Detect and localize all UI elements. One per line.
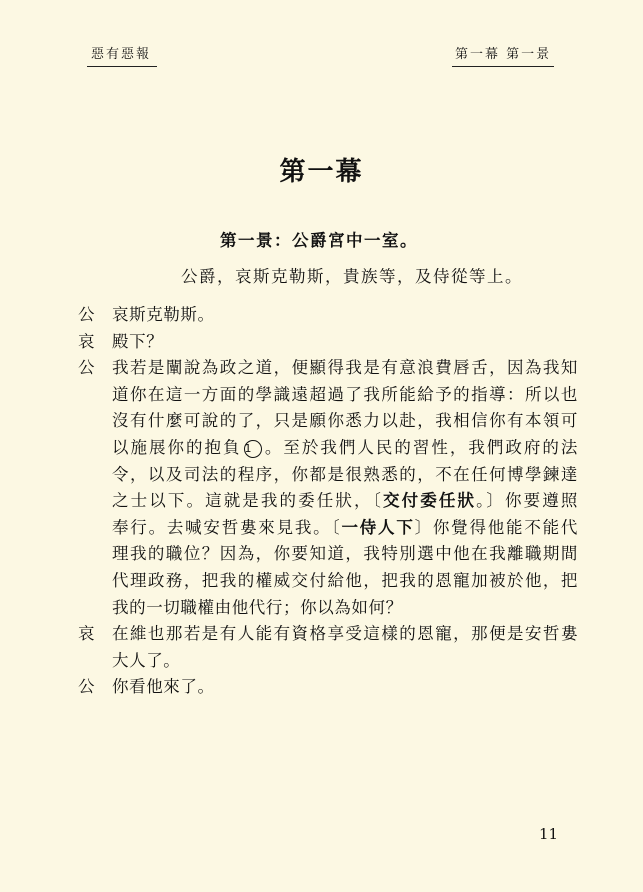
stage-direction: 一侍人下 bbox=[341, 517, 415, 537]
speech-line: 代理政務，把我的權威交付給他，把我的恩寵加被於他，把 bbox=[112, 570, 578, 590]
speech-text bbox=[112, 355, 578, 621]
speech-line: 在維也那若是有人能有資格享受這樣的恩寵，那便是安哲婁 bbox=[112, 624, 578, 644]
speaker: 哀 bbox=[78, 624, 95, 644]
speaker: 公 bbox=[78, 677, 95, 697]
speech-text bbox=[112, 621, 578, 674]
speech-fragment: 〕你覺得他能不能代 bbox=[414, 517, 578, 537]
speech-line: 令，以及司法的程序，你都是很熟悉的，不在任何博學鍊達 bbox=[112, 464, 578, 484]
page-number: 11 bbox=[539, 825, 559, 843]
speech-line bbox=[112, 488, 578, 515]
speech-line: 哀斯克勒斯。 bbox=[112, 305, 215, 324]
speech-line: 你看他來了。 bbox=[112, 677, 215, 697]
speech bbox=[78, 302, 578, 329]
speech-line: 我的一切職權由他代行；你以為如何？ bbox=[112, 597, 403, 617]
running-head-right: 第一幕 第一景 bbox=[455, 47, 552, 62]
running-head-right-rule bbox=[452, 66, 554, 67]
speech-fragment: 以施展你的抱負 bbox=[112, 437, 242, 457]
running-head-left: 惡有惡報 bbox=[91, 47, 152, 62]
speech bbox=[78, 621, 578, 674]
speech-line: 大人了。 bbox=[112, 650, 181, 670]
speech-fragment: 。至於我們人民的習性，我們政府的法 bbox=[263, 437, 578, 457]
speech-text bbox=[112, 329, 578, 356]
speech-fragment: 奉行。去喊安哲婁來見我。〔 bbox=[112, 517, 342, 537]
speech-line: 道你在這一方面的學識遠超過了我所能給予的指導：所以也 bbox=[112, 384, 578, 404]
speech-fragment: 之士以下。這就是我的委任狀，〔 bbox=[112, 491, 383, 511]
speech bbox=[78, 329, 578, 356]
speech-line: 理我的職位？因為，你要知道，我特別選中他在我離職期間 bbox=[112, 544, 578, 564]
speech bbox=[78, 355, 578, 621]
act-title: 第一幕 bbox=[279, 157, 364, 187]
speech-line bbox=[112, 435, 578, 462]
speech-line: 殿下？ bbox=[112, 331, 164, 351]
speaker: 哀 bbox=[78, 331, 95, 351]
running-head-left-rule bbox=[87, 66, 157, 67]
speech-line: 我若是闡說為政之道，便顯得我是有意浪費唇舌，因為我知 bbox=[112, 358, 578, 378]
dialogue bbox=[78, 302, 578, 701]
speaker: 公 bbox=[78, 358, 95, 378]
scene-title: 第一景：公爵宮中一室。 bbox=[220, 231, 418, 250]
speaker: 公 bbox=[78, 305, 95, 324]
speech-line bbox=[112, 515, 578, 542]
speech-line: 沒有什麼可說的了，只是願你悉力以赴，我相信你有本領可 bbox=[112, 411, 578, 431]
speech-fragment: 。〕你要遵照 bbox=[476, 491, 578, 511]
speech-text bbox=[112, 674, 578, 701]
footnote-marker: 1 bbox=[244, 440, 262, 458]
stage-direction: 交付委任狀 bbox=[382, 491, 477, 511]
stage-setting: 公爵，哀斯克勒斯，貴族等，及侍從等上。 bbox=[181, 267, 523, 286]
speech-text bbox=[112, 302, 578, 329]
speech bbox=[78, 674, 578, 701]
